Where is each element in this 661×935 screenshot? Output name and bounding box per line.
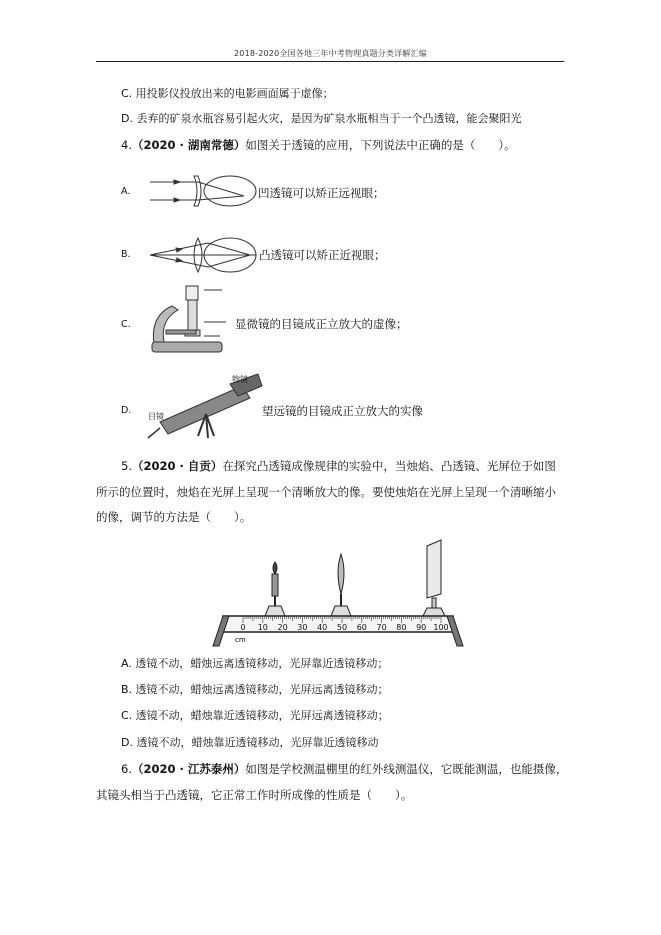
telescope-objective-label: 物镜 <box>232 375 248 384</box>
q4-option-d-text: 望远镜的目镜成正立放大的实像 <box>262 404 423 418</box>
q4-option-c-microscope-figure <box>142 280 242 360</box>
q4-option-d-telescope-figure <box>146 372 266 442</box>
page-header: 2018-2020全国各地三年中考物理真题分类详解汇编 <box>233 49 427 58</box>
q5-source: （2020 · 自贡） <box>131 459 223 473</box>
q4-option-c-letter: C. <box>121 319 131 330</box>
q5-stem-line2: 所示的位置时，烛焰在光屏上呈现一个清晰放大的像。要使烛焰在光屏上呈现一个清晰缩小 <box>96 485 556 499</box>
q6-number: 6. <box>121 762 132 776</box>
q4-number: 4. <box>121 138 132 152</box>
q6-source: （2020 · 江苏泰州） <box>131 762 246 776</box>
q4-source: （2020 · 湖南常德） <box>131 138 246 152</box>
q5-number: 5. <box>121 459 132 473</box>
bench-tick-label: 40 <box>317 623 328 632</box>
q5-option-c: C. 透镜不动，蜡烛靠近透镜移动，光屏远离透镜移动； <box>121 709 389 722</box>
q5-stem-line1 <box>121 459 556 473</box>
q4-option-a-text: 凹透镜可以矫正远视眼； <box>258 186 385 200</box>
bench-tick-label: 70 <box>376 623 387 632</box>
q4-text: 如图关于透镜的应用，下列说法中正确的是（ ）。 <box>245 138 516 152</box>
q5-option-a: A. 透镜不动，蜡烛远离透镜移动，光屏靠近透镜移动； <box>121 657 389 670</box>
bench-tick-label: 80 <box>396 623 407 632</box>
q4-option-d-letter: D. <box>121 405 132 416</box>
q4-option-b-letter: B. <box>121 249 131 260</box>
prev-option-d: D. 丢弃的矿泉水瓶容易引起火灾，是因为矿泉水瓶相当于一个凸透镜，能会聚阳光 <box>121 112 522 125</box>
q4-option-b-text: 凸透镜可以矫正近视眼； <box>259 248 386 262</box>
q5-line1: 在探究凸透镜成像规律的实验中，当烛焰、凸透镜、光屏位于如图 <box>222 459 556 473</box>
q4-option-a-letter: A. <box>121 186 131 197</box>
q5-stem-line3: 的像，调节的方法是（ ）。 <box>96 510 252 524</box>
q6-stem-line2: 其镜头相当于凸透镜，它正常工作时所成像的性质是（ ）。 <box>96 788 413 802</box>
header-rule <box>96 61 564 62</box>
bench-tick-label: 0 <box>240 623 246 632</box>
q4-option-c-text: 显微镜的目镜成正立放大的虚像； <box>235 317 408 331</box>
q5-option-d: D. 透镜不动，蜡烛靠近透镜移动，光屏靠近透镜移动 <box>121 736 379 749</box>
bench-tick-label: 50 <box>336 623 348 632</box>
q4-stem <box>121 138 516 152</box>
bench-tick-label: 90 <box>416 623 427 632</box>
bench-tick-label: 30 <box>297 623 308 632</box>
q5-option-b: B. 透镜不动，蜡烛远离透镜移动，光屏远离透镜移动； <box>121 683 389 696</box>
bench-tick-label: 20 <box>277 623 288 632</box>
telescope-eyepiece-label: 目镜 <box>148 412 164 421</box>
bench-tick-label: 100 <box>433 623 449 632</box>
q4-option-a-figure <box>140 174 260 210</box>
bench-tick-label: 60 <box>356 623 367 632</box>
q4-option-b-figure <box>138 235 268 275</box>
q6-line1: 如图是学校测温棚里的红外线测温仪，它既能测温，也能摄像， <box>245 762 568 776</box>
q6-stem-line1 <box>121 762 567 776</box>
prev-option-c: C. 用投影仪投放出来的电影画面属于虚像； <box>121 87 334 100</box>
bench-tick-label: 10 <box>257 623 268 632</box>
optical-bench-figure <box>213 538 463 648</box>
bench-unit-label: cm <box>235 636 246 644</box>
